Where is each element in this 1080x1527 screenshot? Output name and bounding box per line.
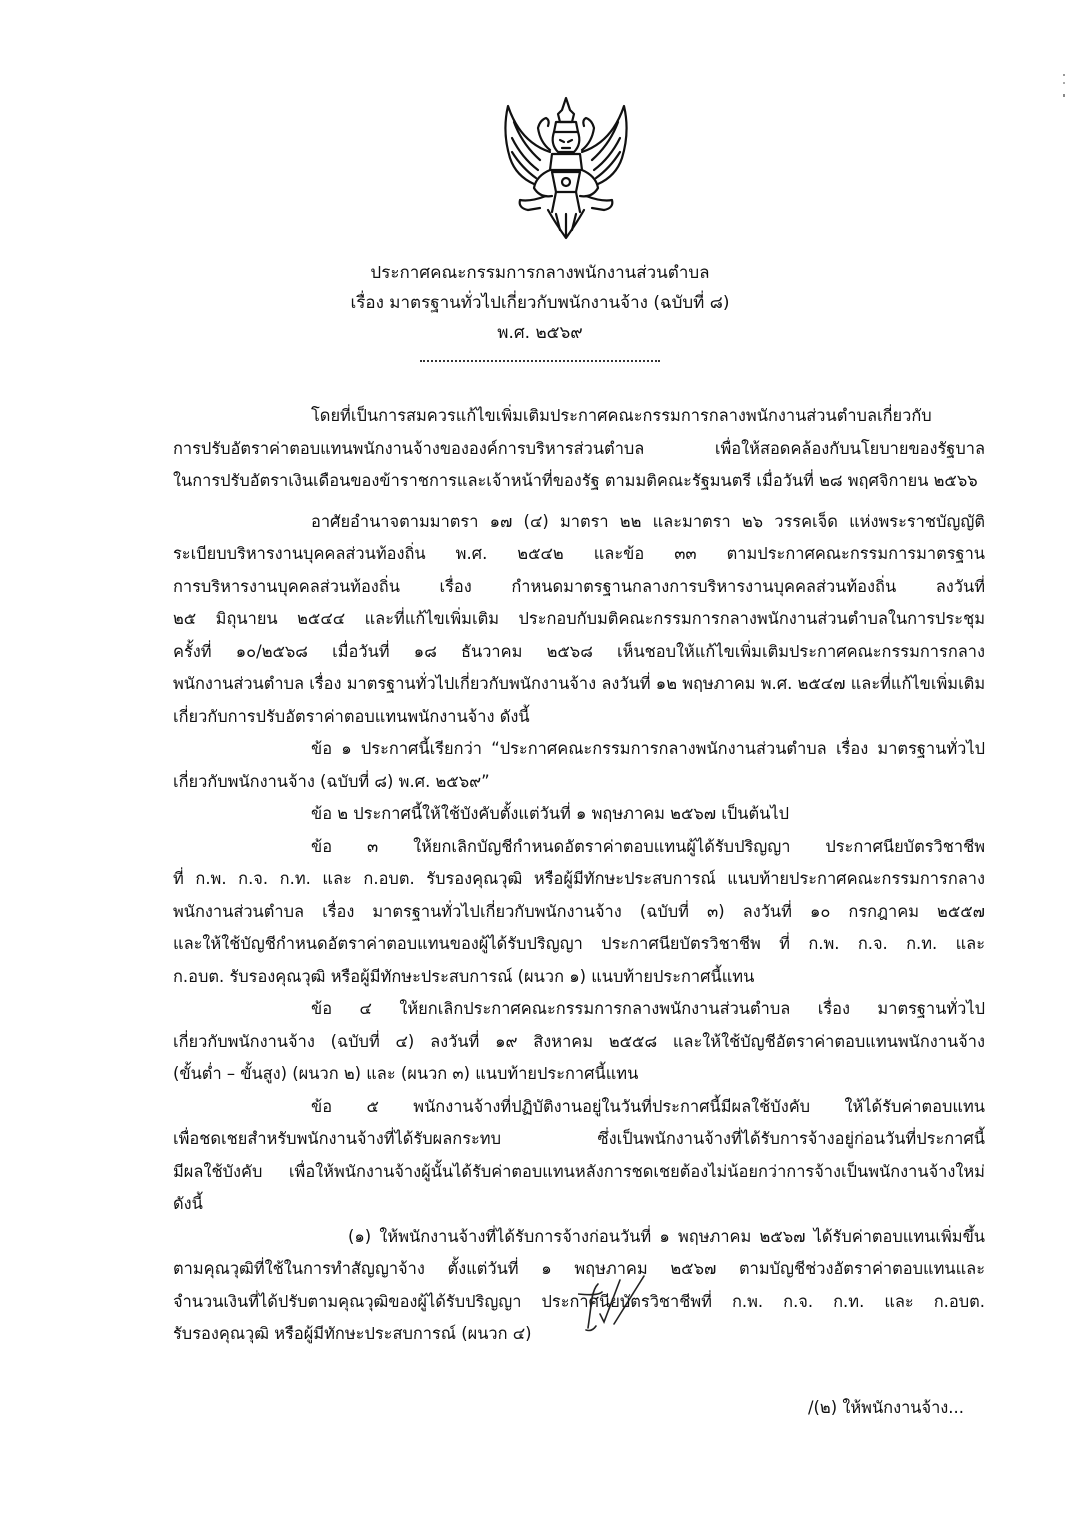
text-line: มีผลใช้บังคับ เพื่อให้พนักงานจ้างผู้นั้นได้รับค่าตอบแทนหลังการชดเชยต้องไม่น้อยกว่าการจ้างเป็นพนักงานจ้างใหม่ (173, 1161, 985, 1181)
text-line: ดังนี้ (173, 1194, 203, 1213)
text-line: จำนวนเงินที่ได้ปรับตามคุณวุฒิของผู้ได้รับปริญญา ประกาศนียบัตรวิชาชีพที่ ก.พ. ก.จ. ก.ท. และ ก.อบต. (173, 1291, 985, 1311)
clause-1 (173, 733, 985, 798)
text-line: ข้อ ๕ พนักงานจ้างที่ปฏิบัติงานอยู่ในวันที่ประกาศนี้มีผลใช้บังคับ ให้ได้รับค่าตอบแทน (311, 1096, 985, 1116)
text-line: โดยที่เป็นการสมควรแก้ไขเพิ่มเติมประกาศคณะกรรมการกลางพนักงานส่วนตำบลเกี่ยวกับ (311, 406, 932, 425)
text-line: ที่ ก.พ. ก.จ. ก.ท. และ ก.อบต. รับรองคุณวุฒิ หรือผู้มีทักษะประสบการณ์ แนบท้ายประกาศคณะกรรมการกลาง (173, 869, 985, 888)
text-line: ก.อบต. รับรองคุณวุฒิ หรือผู้มีทักษะประสบการณ์ (ผนวก ๑) แนบท้ายประกาศนี้แทน (173, 966, 755, 986)
text-line: เกี่ยวกับพนักงานจ้าง (ฉบับที่ ๘) พ.ศ. ๒๕๖๙” (173, 771, 490, 791)
text-line: พนักงานส่วนตำบล เรื่อง มาตรฐานทั่วไปเกี่ยวกับพนักงานจ้าง (ฉบับที่ ๓) ลงวันที่ ๑๐ กรกฎาคม ๒๕๕๗ (173, 901, 985, 921)
text-line: (๑) ให้พนักงานจ้างที่ได้รับการจ้างก่อนวันที่ ๑ พฤษภาคม ๒๕๖๗ ได้รับค่าตอบแทนเพิ่มขึ้น (348, 1226, 985, 1246)
clause-2 (173, 798, 985, 831)
text-line: ข้อ ๑ ประกาศนี้เรียกว่า “ประกาศคณะกรรมการกลางพนักงานส่วนตำบล เรื่อง มาตรฐานทั่วไป (311, 739, 985, 758)
text-line: การบริหารงานบุคคลส่วนท้องถิ่น เรื่อง กำหนดมาตรฐานกลางการบริหารงานบุคคลส่วนท้องถิ่น ลงวันที่ (173, 576, 985, 596)
document-body (173, 400, 985, 1351)
text-line: ครั้งที่ ๑๐/๒๕๖๘ เมื่อวันที่ ๑๘ ธันวาคม ๒๕๖๘ เห็นชอบให้แก้ไขเพิ่มเติมประกาศคณะกรรมการกลาง (173, 641, 985, 661)
dotted-separator (420, 354, 660, 362)
garuda-emblem-icon (500, 92, 632, 242)
announcement-header (0, 258, 1080, 362)
preamble-paragraph (173, 400, 985, 498)
text-line: ๒๕ มิถุนายน ๒๕๔๔ และที่แก้ไขเพิ่มเติม ประกอบกับมติคณะกรรมการกลางพนักงานส่วนตำบลในการประชุม (173, 609, 985, 628)
text-line: อาศัยอำนาจตามมาตรา ๑๗ (๔) มาตรา ๒๒ และมาตรา ๒๖ วรรคเจ็ด แห่งพระราชบัญญัติ (311, 511, 985, 531)
text-line: ข้อ ๒ ประกาศนี้ให้ใช้บังคับตั้งแต่วันที่ ๑ พฤษภาคม ๒๕๖๗ เป็นต้นไป (311, 804, 790, 823)
authority-paragraph (173, 506, 985, 734)
clause-4 (173, 993, 985, 1091)
text-line: รับรองคุณวุฒิ หรือผู้มีทักษะประสบการณ์ (ผนวก ๔) (173, 1324, 532, 1343)
announcement-title: ประกาศคณะกรรมการกลางพนักงานส่วนตำบล (370, 263, 710, 283)
text-line: ในการปรับอัตราเงินเดือนของข้าราชการและเจ้าหน้าที่ของรัฐ ตามมติคณะรัฐมนตรี เมื่อวันที่ ๒๘ พฤศจิกายน ๒๕๖๖ (173, 471, 978, 490)
clause-5 (173, 1091, 985, 1221)
announcement-subject: เรื่อง มาตรฐานทั่วไปเกี่ยวกับพนักงานจ้าง (ฉบับที่ ๘) (350, 293, 730, 313)
clause-3 (173, 831, 985, 994)
text-line: ตามคุณวุฒิที่ใช้ในการทำสัญญาจ้าง ตั้งแต่วันที่ ๑ พฤษภาคม ๒๕๖๗ ตามบัญชีช่วงอัตราค่าตอบแทนและ (173, 1259, 985, 1278)
text-line: ระเบียบบริหารงานบุคคลส่วนท้องถิ่น พ.ศ. ๒๕๔๒ และข้อ ๓๓ ตามประกาศคณะกรรมการมาตรฐาน (173, 544, 985, 563)
continuation-note: /(๒) ให้พนักงานจ้าง... (808, 1398, 964, 1417)
margin-marks (1062, 72, 1066, 102)
text-line: เพื่อชดเชยสำหรับพนักงานจ้างที่ได้รับผลกระทบ ซึ่งเป็นพนักงานจ้างที่ได้รับการจ้างอยู่ก่อนวันที่ประกาศนี้ (173, 1129, 985, 1148)
initials-checkmark-icon (578, 1274, 658, 1338)
text-line: ข้อ ๔ ให้ยกเลิกประกาศคณะกรรมการกลางพนักงานส่วนตำบล เรื่อง มาตรฐานทั่วไป (311, 999, 985, 1018)
text-line: (ขั้นต่ำ – ขั้นสูง) (ผนวก ๒) และ (ผนวก ๓) แนบท้ายประกาศนี้แทน (173, 1064, 639, 1083)
text-line: การปรับอัตราค่าตอบแทนพนักงานจ้างขององค์การบริหารส่วนตำบล เพื่อให้สอดคล้องกับนโยบายของรัฐบาล (173, 438, 985, 458)
text-line: ข้อ ๓ ให้ยกเลิกบัญชีกำหนดอัตราค่าตอบแทนผู้ได้รับปริญญา ประกาศนียบัตรวิชาชีพ (311, 836, 985, 856)
text-line: และให้ใช้บัญชีกำหนดอัตราค่าตอบแทนของผู้ได้รับปริญญา ประกาศนียบัตรวิชาชีพ ที่ ก.พ. ก.จ. ก.ท. และ (173, 934, 985, 953)
text-line: เกี่ยวกับการปรับอัตราค่าตอบแทนพนักงานจ้าง ดังนี้ (173, 706, 530, 726)
announcement-year: พ.ศ. ๒๕๖๙ (497, 323, 583, 343)
text-line: เกี่ยวกับพนักงานจ้าง (ฉบับที่ ๔) ลงวันที่ ๑๙ สิงหาคม ๒๕๕๘ และให้ใช้บัญชีอัตราค่าตอบแทนพนักงานจ้าง (173, 1031, 985, 1051)
text-line: พนักงานส่วนตำบล เรื่อง มาตรฐานทั่วไปเกี่ยวกับพนักงานจ้าง ลงวันที่ ๑๒ พฤษภาคม พ.ศ. ๒๕๔๗ และที่แก้ไขเพิ่มเติม (173, 674, 986, 693)
